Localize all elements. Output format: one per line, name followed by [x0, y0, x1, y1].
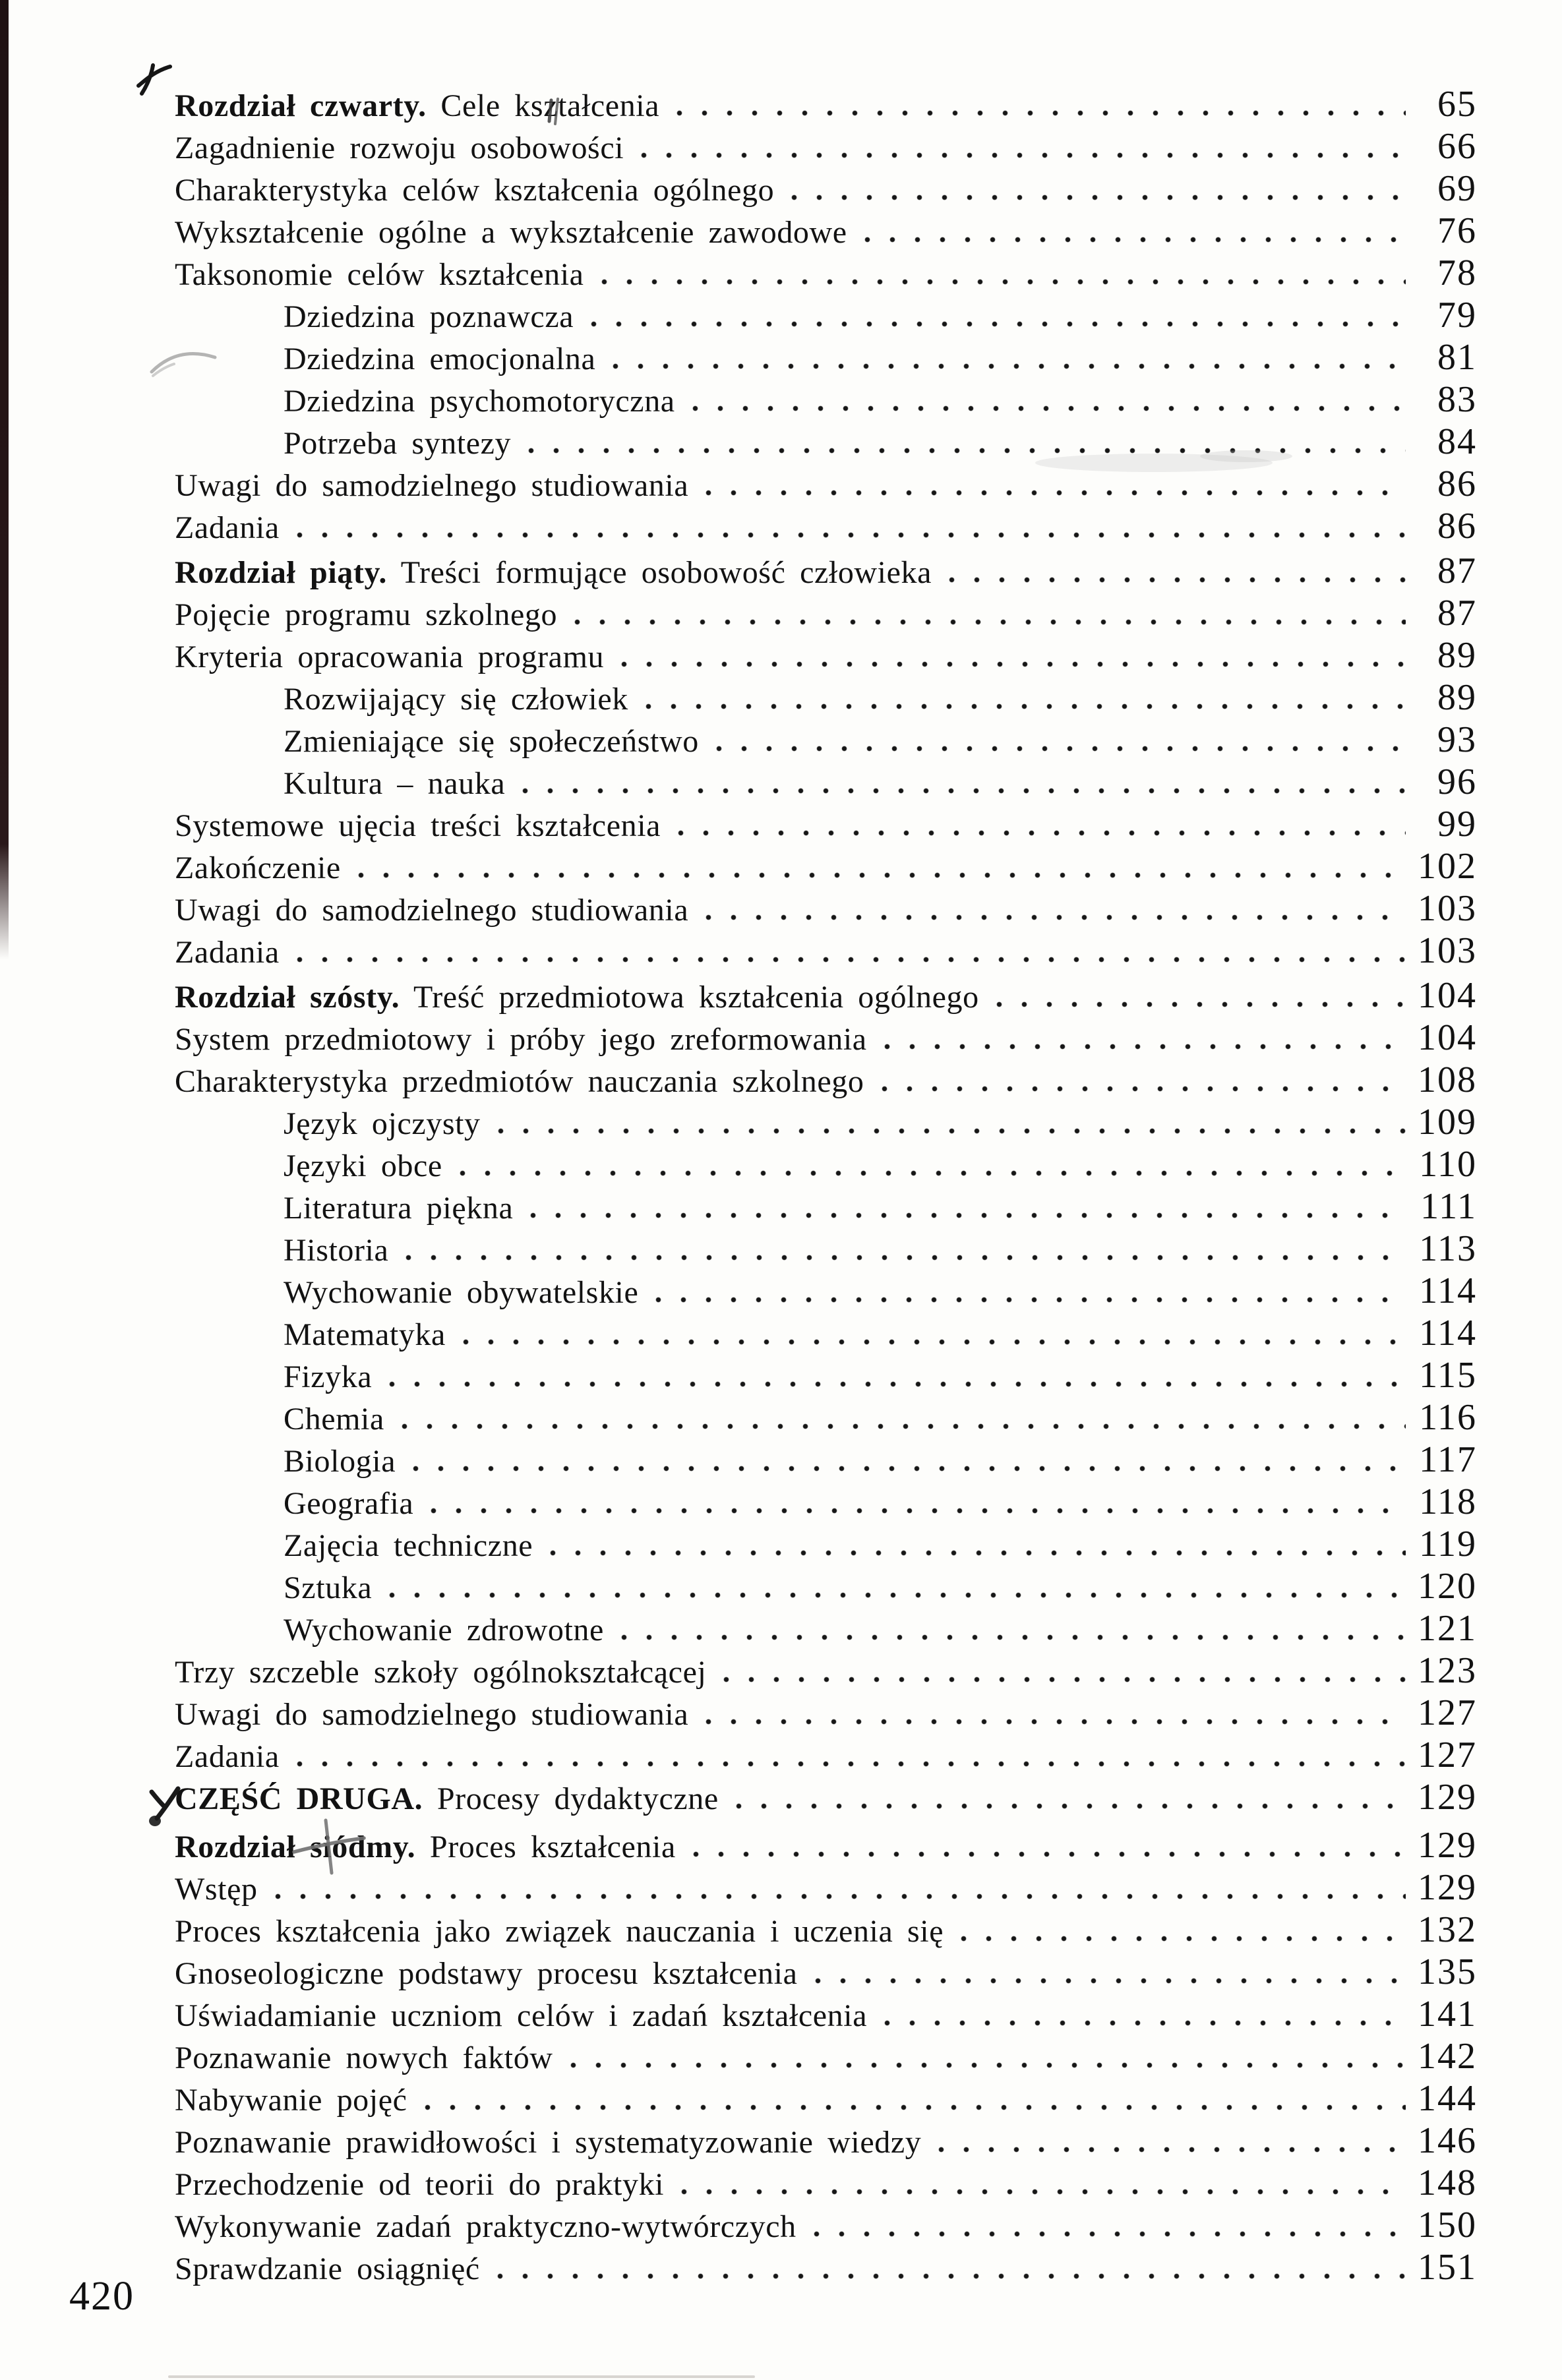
toc-row: [175, 1692, 1477, 1733]
toc-entry-label: Zakończenie: [175, 850, 341, 885]
dot-leader: [676, 110, 1406, 116]
table-of-contents: [175, 84, 1477, 2294]
toc-entry-page: 81: [1437, 337, 1477, 378]
toc-entry-page: 96: [1437, 761, 1477, 802]
toc-row: [175, 1951, 1477, 1992]
y-annotation-mark: [145, 1785, 186, 1829]
toc-entry-label: Proces kształcenia jako związek nauczania i uczenia się: [175, 1914, 944, 1949]
dot-leader: [678, 830, 1406, 836]
dot-leader: [389, 1381, 1406, 1387]
toc-entry-label: Systemowe ujęcia treści kształcenia: [175, 808, 661, 843]
toc-row: [175, 1186, 1477, 1227]
dot-leader: [882, 1086, 1406, 1092]
toc-entry-label: Fizyka: [284, 1359, 373, 1394]
toc-entry-label: Rozdział czwarty. Cele kształcenia: [175, 88, 660, 123]
toc-row: [175, 253, 1477, 293]
toc-entry-page: 135: [1418, 1951, 1477, 1992]
toc-entry-page: 103: [1418, 888, 1477, 929]
dot-leader: [706, 1719, 1406, 1725]
toc-entry-page: 86: [1437, 506, 1477, 547]
toc-row: [175, 1144, 1477, 1185]
dot-leader: [406, 1255, 1406, 1261]
dot-leader: [463, 1339, 1406, 1345]
toc-entry-label: Wychowanie zdrowotne: [284, 1613, 604, 1648]
toc-entry-label: Literatura piękna: [284, 1191, 514, 1226]
toc-entry-label: Trzy szczeble szkoły ogólnokształcącej: [175, 1655, 707, 1690]
toc-entry-label: Gnoseologiczne podstawy procesu kształcenia: [175, 1956, 798, 1991]
dot-leader: [938, 2147, 1406, 2153]
dot-leader: [641, 152, 1406, 158]
toc-entry-label: CZĘŚĆ DRUGA. Procesy dydaktyczne: [175, 1781, 719, 1816]
toc-entry-page: 127: [1418, 1735, 1477, 1775]
toc-row: [175, 2162, 1477, 2203]
toc-row: [175, 1313, 1477, 1354]
toc-entry-label: Rozdział szósty. Treść przedmiotowa kształcenia ogólnego: [175, 980, 979, 1015]
light-check-mark: [146, 342, 239, 384]
toc-row: [175, 550, 1477, 591]
dot-leader: [706, 490, 1406, 496]
toc-entry-label: Rozdział siódmy. Proces kształcenia: [175, 1830, 676, 1864]
toc-row: [175, 930, 1477, 971]
toc-row: [175, 804, 1477, 845]
toc-entry-label: Kultura – nauka: [284, 766, 506, 801]
toc-entry-label: Rozdział piąty. Treści formujące osobowość człowieka: [175, 555, 932, 590]
toc-entry-page: 69: [1437, 168, 1477, 209]
toc-entry-page: 144: [1418, 2078, 1477, 2119]
toc-entry-page: 120: [1418, 1566, 1477, 1607]
toc-entry-page: 110: [1419, 1144, 1477, 1185]
toc-entry-page: 129: [1418, 1867, 1477, 1908]
toc-entry-label: Uświadamianie uczniom celów i zadań kształcenia: [175, 1998, 868, 2033]
toc-row: [175, 1650, 1477, 1691]
dot-leader: [389, 1592, 1406, 1598]
toc-row: [175, 888, 1477, 929]
toc-entry-page: 83: [1437, 379, 1477, 420]
toc-entry-label: Zadania: [175, 935, 280, 970]
toc-entry-page: 129: [1418, 1825, 1477, 1866]
dot-leader: [692, 405, 1406, 411]
toc-entry-page: 127: [1418, 1692, 1477, 1733]
toc-entry-page: 113: [1419, 1228, 1477, 1269]
toc-entry-page: 78: [1437, 253, 1477, 293]
toc-entry-label: Kryteria opracowania programu: [175, 640, 605, 674]
toc-entry-label: Pojęcie programu szkolnego: [175, 597, 558, 632]
toc-row: [175, 295, 1477, 336]
toc-row: [175, 1481, 1477, 1522]
toc-entry-page: 146: [1418, 2120, 1477, 2161]
toc-row: [175, 1355, 1477, 1396]
toc-entry-page: 76: [1437, 210, 1477, 251]
dot-leader: [275, 1893, 1406, 1899]
toc-entry-page: 129: [1418, 1777, 1477, 1818]
toc-entry-label: Charakterystyka przedmiotów nauczania szkolnego: [175, 1064, 864, 1099]
toc-entry-page: 115: [1419, 1355, 1477, 1396]
toc-row: [175, 1524, 1477, 1564]
toc-entry-label: Zadania: [175, 1739, 280, 1774]
scan-spine-edge: [0, 0, 9, 959]
toc-entry-label: Biologia: [284, 1444, 396, 1479]
toc-entry-page: 87: [1437, 593, 1477, 634]
toc-entry-page: 151: [1418, 2247, 1477, 2288]
toc-entry-label: Nabywanie pojęć: [175, 2083, 407, 2118]
toc-entry-label: Języki obce: [284, 1148, 442, 1183]
dot-leader: [498, 1128, 1406, 1134]
dot-leader: [814, 2231, 1406, 2237]
dot-leader: [949, 577, 1406, 583]
toc-row: [175, 337, 1477, 378]
toc-row: [175, 677, 1477, 718]
dot-leader: [460, 1170, 1406, 1176]
toc-entry-page: 89: [1437, 677, 1477, 718]
toc-row: [175, 1777, 1477, 1818]
toc-entry-label: Wykonywanie zadań praktyczno-wytwórczych: [175, 2209, 796, 2244]
dot-leader: [497, 2273, 1406, 2279]
toc-row: [175, 2036, 1477, 2077]
toc-row: [175, 210, 1477, 251]
toc-row: [175, 506, 1477, 547]
toc-row: [175, 168, 1477, 209]
toc-row: [175, 1059, 1477, 1100]
toc-row: [175, 2205, 1477, 2246]
toc-entry-page: 132: [1418, 1909, 1477, 1950]
toc-entry-label: Uwagi do samodzielnego studiowania: [175, 893, 689, 928]
toc-entry-page: 103: [1418, 930, 1477, 971]
dot-leader: [522, 788, 1406, 794]
toc-entry-page: 114: [1419, 1313, 1477, 1354]
dot-leader: [681, 2189, 1406, 2195]
toc-row: [175, 719, 1477, 760]
toc-row: [175, 635, 1477, 676]
toc-entry-label: Charakterystyka celów kształcenia ogólnego: [175, 173, 775, 208]
dot-leader: [413, 1466, 1406, 1472]
toc-entry-page: 109: [1418, 1102, 1477, 1143]
toc-entry-label: Zadania: [175, 510, 280, 545]
dot-leader: [736, 1803, 1406, 1809]
toc-entry-page: 111: [1420, 1186, 1477, 1227]
dot-leader: [815, 1978, 1406, 1984]
gamma-annotation-mark: [136, 62, 178, 103]
gray-smudge: [1029, 443, 1306, 483]
toc-entry-page: 117: [1419, 1439, 1477, 1480]
toc-entry-page: 108: [1418, 1059, 1477, 1100]
dot-leader: [621, 1634, 1406, 1640]
toc-entry-label: Zajęcia techniczne: [284, 1528, 533, 1563]
toc-entry-page: 99: [1437, 804, 1477, 845]
dot-leader: [570, 2062, 1406, 2068]
toc-entry-label: Rozwijający się człowiek: [284, 682, 628, 717]
toc-entry-page: 121: [1418, 1608, 1477, 1649]
toc-entry-label: System przedmiotowy i próby jego zreformowania: [175, 1022, 867, 1057]
toc-row: [175, 2247, 1477, 2288]
dot-leader: [693, 1851, 1406, 1857]
dot-leader: [530, 1212, 1406, 1218]
dot-leader: [574, 619, 1406, 625]
toc-entry-label: Wychowanie obywatelskie: [284, 1275, 639, 1310]
toc-entry-page: 148: [1418, 2162, 1477, 2203]
toc-row: [175, 1270, 1477, 1311]
toc-entry-label: Wykształcenie ogólne a wykształcenie zawodowe: [175, 215, 847, 250]
toc-entry-label: Matematyka: [284, 1317, 446, 1352]
dot-leader: [961, 1936, 1406, 1942]
dot-leader: [358, 872, 1406, 878]
toc-row: [175, 1566, 1477, 1607]
toc-entry-label: Uwagi do samodzielnego studiowania: [175, 1697, 689, 1732]
toc-entry-page: 123: [1418, 1650, 1477, 1691]
toc-entry-page: 102: [1418, 846, 1477, 887]
toc-row: [175, 846, 1477, 887]
dot-leader: [646, 703, 1406, 709]
toc-entry-label: Zmieniające się społeczeństwo: [284, 724, 699, 759]
toc-entry-label: Dziedzina poznawcza: [284, 299, 574, 334]
toc-entry-label: Dziedzina emocjonalna: [284, 342, 596, 376]
toc-row: [175, 1439, 1477, 1480]
toc-row: [175, 1017, 1477, 1058]
toc-entry-page: 65: [1437, 84, 1477, 125]
toc-entry-label: Uwagi do samodzielnego studiowania: [175, 468, 689, 503]
dot-leader: [996, 1001, 1406, 1007]
toc-entry-page: 87: [1437, 550, 1477, 591]
toc-entry-label: Przechodzenie od teorii do praktyki: [175, 2167, 665, 2202]
toc-row: [175, 975, 1477, 1016]
toc-entry-label: Poznawanie nowych faktów: [175, 2040, 553, 2075]
toc-entry-page: 116: [1419, 1397, 1477, 1438]
toc-entry-label: Sprawdzanie osiągnięć: [175, 2251, 480, 2286]
toc-row: [175, 1909, 1477, 1950]
toc-entry-label: Język ojczysty: [284, 1106, 481, 1141]
dot-leader: [297, 957, 1406, 963]
toc-entry-page: 86: [1437, 463, 1477, 504]
toc-entry-page: 141: [1418, 1994, 1477, 2035]
toc-entry-label: Potrzeba syntezy: [284, 426, 512, 461]
toc-entry-label: Geografia: [284, 1486, 414, 1521]
toc-row: [175, 2078, 1477, 2119]
dot-leader: [655, 1297, 1406, 1303]
toc-entry-label: Zagadnienie rozwoju osobowości: [175, 131, 624, 165]
dot-leader: [601, 279, 1406, 285]
dot-leader: [613, 363, 1406, 369]
dot-leader: [864, 237, 1406, 243]
toc-row: [175, 1102, 1477, 1143]
toc-row: [175, 761, 1477, 802]
toc-entry-label: Taksonomie celów kształcenia: [175, 257, 584, 292]
page-folio: 420: [69, 2274, 135, 2319]
toc-entry-page: 93: [1437, 719, 1477, 760]
dot-leader: [425, 2104, 1406, 2110]
toc-row: [175, 1397, 1477, 1438]
toc-entry-label: Chemia: [284, 1402, 384, 1437]
toc-entry-page: 104: [1418, 975, 1477, 1016]
dot-leader: [402, 1423, 1406, 1429]
dot-leader: [884, 2020, 1406, 2026]
toc-row: [175, 2120, 1477, 2161]
toc-row: [175, 1228, 1477, 1269]
dot-leader: [297, 532, 1406, 538]
toc-entry-page: 66: [1437, 126, 1477, 167]
dot-leader: [550, 1550, 1406, 1556]
toc-row: [175, 126, 1477, 167]
toc-row: [175, 1994, 1477, 2035]
dot-leader: [591, 321, 1406, 327]
toc-row: [175, 379, 1477, 420]
dot-leader: [723, 1677, 1406, 1682]
toc-entry-page: 79: [1437, 295, 1477, 336]
toc-entry-page: 118: [1419, 1481, 1477, 1522]
dot-leader: [431, 1508, 1406, 1514]
toc-entry-label: Wstęp: [175, 1872, 258, 1907]
scan-bottom-edge: [168, 2375, 755, 2378]
toc-entry-label: Dziedzina psychomotoryczna: [284, 384, 675, 419]
toc-entry-page: 104: [1418, 1017, 1477, 1058]
pencil-cross-mark: [289, 1816, 371, 1877]
toc-entry-page: 89: [1437, 635, 1477, 676]
toc-entry-page: 150: [1418, 2205, 1477, 2246]
toc-entry-page: 84: [1437, 421, 1477, 462]
toc-row: [175, 1735, 1477, 1775]
dot-leader: [716, 746, 1406, 752]
toc-row: [175, 84, 1477, 125]
dot-leader: [297, 1761, 1406, 1767]
toc-entry-page: 114: [1419, 1270, 1477, 1311]
dot-leader: [706, 914, 1406, 920]
toc-row: [175, 1608, 1477, 1649]
dot-leader: [791, 194, 1406, 200]
toc-entry-label: Historia: [284, 1233, 389, 1268]
toc-entry-label: Poznawanie prawidłowości i systematyzowanie wiedzy: [175, 2125, 922, 2160]
toc-entry-page: 119: [1419, 1524, 1477, 1564]
toc-row: [175, 593, 1477, 634]
dot-leader: [621, 661, 1406, 667]
dot-leader: [884, 1044, 1406, 1050]
ink-smudge-icon: [546, 98, 568, 127]
toc-entry-label: Sztuka: [284, 1570, 373, 1605]
toc-entry-page: 142: [1418, 2036, 1477, 2077]
